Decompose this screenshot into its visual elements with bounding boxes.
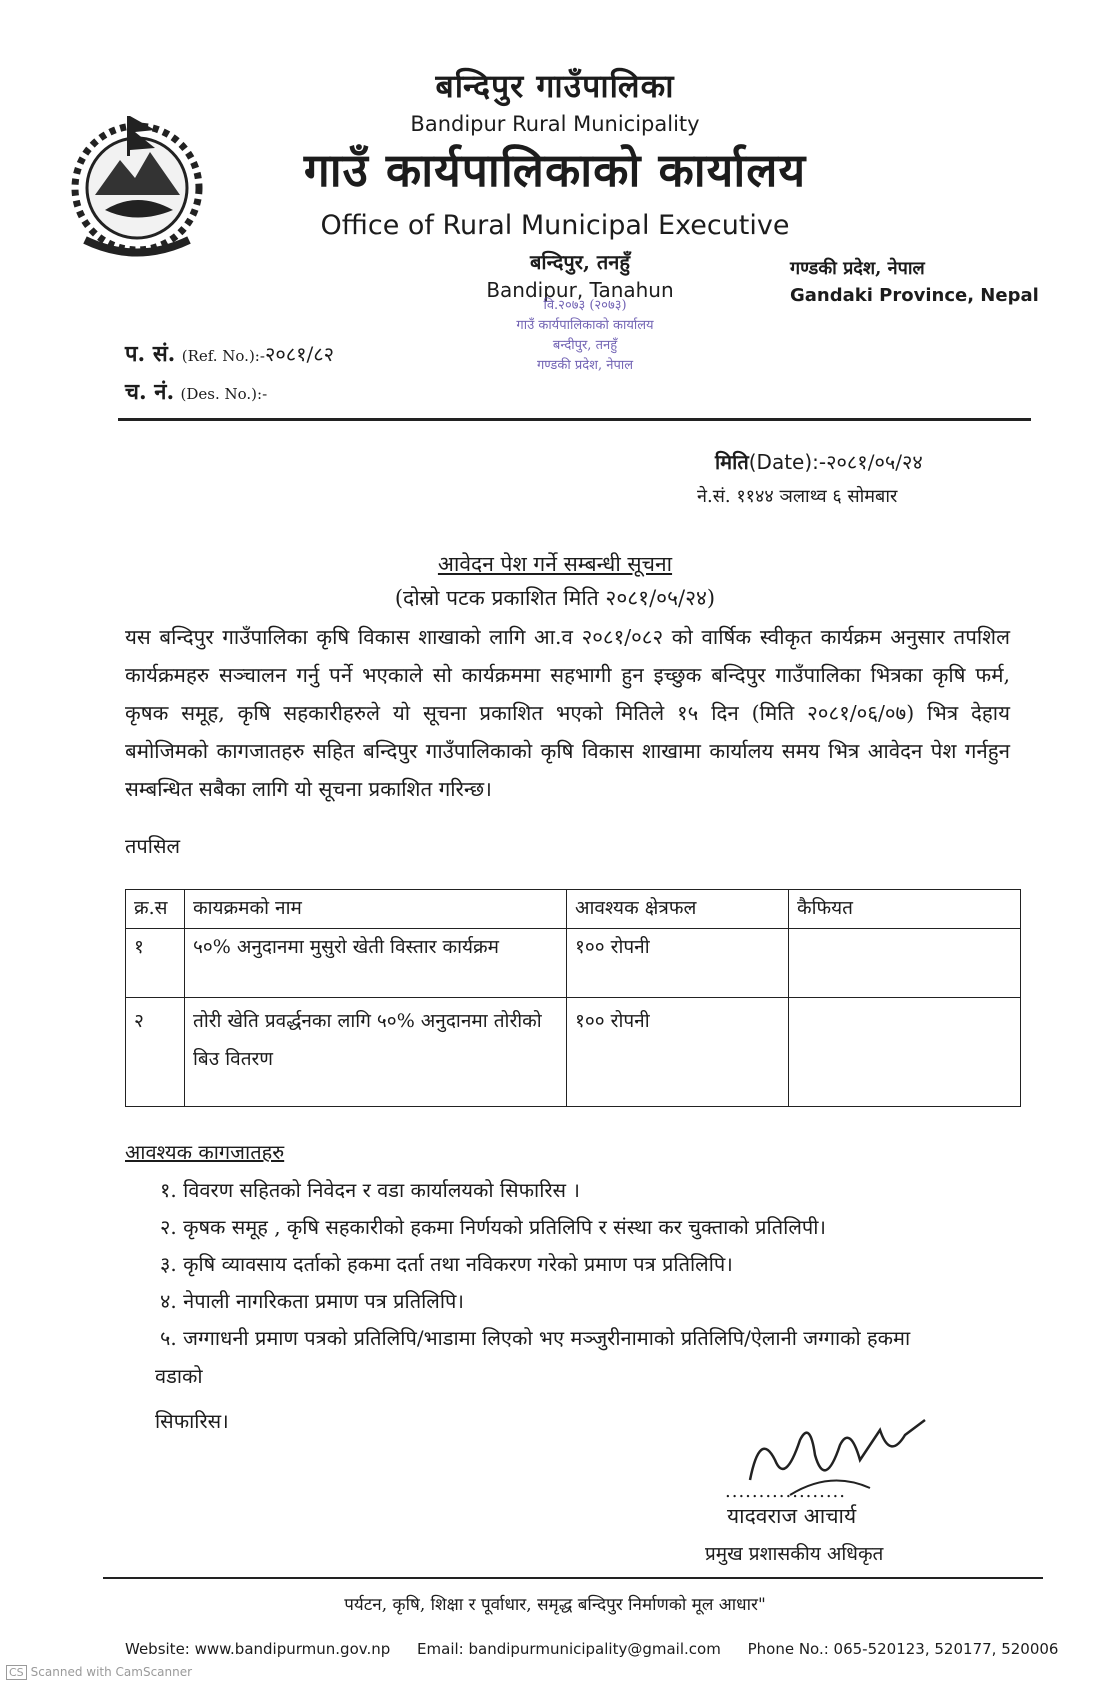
table-cell: १०० रोपनी bbox=[567, 929, 789, 998]
table-cell: १ bbox=[126, 929, 185, 998]
requirements-list bbox=[160, 1172, 1010, 1357]
details-heading: तपसिल bbox=[125, 834, 181, 858]
nepal-sambat-date: ने.सं. ११४४ ञलाथ्व ६ सोमबार bbox=[697, 486, 898, 507]
office-stamp bbox=[480, 296, 690, 436]
signatory-name: यादवराज आचार्य bbox=[727, 1504, 857, 1528]
table-header-cell: कायक्रमको नाम bbox=[185, 890, 567, 929]
dispatch-number bbox=[125, 376, 267, 406]
table-cell: तोरी खेति प्रवर्द्धनका लागि ५०% अनुदानमा तोरीको बिउ वितरण bbox=[185, 998, 567, 1107]
municipality-name-np: बन्दिपुर गाउँपालिका bbox=[435, 67, 675, 105]
table-row bbox=[126, 929, 1021, 998]
date-label-en: (Date):- bbox=[748, 450, 827, 474]
table-header-row bbox=[126, 890, 1021, 929]
stamp-line: वि.२०७३ (२०७३) bbox=[543, 298, 627, 313]
date-label-np: मिति bbox=[715, 450, 749, 474]
program-table bbox=[125, 889, 1021, 1107]
stamp-line: गाउँ कार्यपालिकाको कार्यालय bbox=[516, 318, 654, 333]
table-cell: १०० रोपनी bbox=[567, 998, 789, 1107]
province-np: गण्डकी प्रदेश, नेपाल bbox=[790, 258, 925, 279]
requirements-heading: आवश्यक कागजातहरु bbox=[125, 1140, 285, 1164]
footer-email: Email: bandipurmunicipality@gmail.com bbox=[417, 1640, 721, 1658]
table-cell: २ bbox=[126, 998, 185, 1107]
signatory-title: प्रमुख प्रशासकीय अधिकृत bbox=[705, 1543, 884, 1565]
table-cell bbox=[789, 929, 1021, 998]
notice-body: यस बन्दिपुर गाउँपालिका कृषि विकास शाखाको लागि आ.व २०८१/०८२ को वार्षिक स्वीकृत कार्यक्रम अनुसार तपशिल कार्यक्रमहरु सञ्चालन गर्नु पर्ने भएकाले सो कार्यक्रममा सहभागी हुन इच्छुक बन्दिपुर गाउँपालिका भित्रका कृषि फर्म, कृषक समूह, कृषि सहकारीहरुले यो सूचना प्रकाशित भएको मितिले १५ दिन (मिति २०८१/०६/०७) भित्र देहाय बमोजिमको कागजातहरु सहित बन्दिपुर गाउँपालिकाको कृषि विकास शाखामा कार्यालय समय भित्र आवेदन पेश गर्नहुन सम्बन्धित सबैका लागि यो सूचना प्रकाशित गरिन्छ। bbox=[125, 625, 1010, 801]
scanner-watermark bbox=[6, 1665, 192, 1680]
table-cell bbox=[789, 998, 1021, 1107]
list-item-continuation: सिफारिस। bbox=[155, 1409, 229, 1433]
des-label-np: च. नं. bbox=[125, 379, 175, 405]
date-line bbox=[715, 448, 923, 475]
footer-website: Website: www.bandipurmun.gov.np bbox=[125, 1640, 391, 1658]
ref-number bbox=[125, 338, 334, 368]
signature-line: .................. bbox=[725, 1481, 846, 1502]
camscanner-badge: CS bbox=[6, 1665, 27, 1680]
table-row bbox=[126, 998, 1021, 1107]
list-item: २. कृषक समूह , कृषि सहकारीको हकमा निर्णयको प्रतिलिपि र संस्था कर चुक्ताको प्रतिलिपी। bbox=[160, 1215, 827, 1239]
location-np: बन्दिपुर, तनहुँ bbox=[530, 250, 630, 274]
table-header-cell: कैफियत bbox=[789, 890, 1021, 929]
notice-title: आवेदन पेश गर्ने सम्बन्धी सूचना bbox=[437, 552, 673, 576]
stamp-line: बन्दीपुर, तनहुँ bbox=[552, 338, 618, 353]
notice-subtitle: (दोस्रो पटक प्रकाशित मिति २०८१/०५/२४) bbox=[394, 586, 716, 610]
footer-divider bbox=[103, 1577, 1043, 1579]
ref-label-en: (Ref. No.):- bbox=[181, 347, 265, 365]
office-name-en: Office of Rural Municipal Executive bbox=[320, 210, 790, 241]
stamp-line: गण्डकी प्रदेश, नेपाल bbox=[536, 358, 634, 373]
location-en: Bandipur, Tanahun bbox=[486, 278, 674, 302]
list-item-continuation: वडाको bbox=[155, 1364, 203, 1388]
footer-contact bbox=[125, 1640, 1059, 1658]
table-cell: ५०% अनुदानमा मुसुरो खेती विस्तार कार्यक्रम bbox=[185, 929, 567, 998]
list-item: ३. कृषि व्यावसाय दर्ताको हकमा दर्ता तथा नविकरण गरेको प्रमाण पत्र प्रतिलिपि। bbox=[160, 1252, 733, 1276]
office-name-np: गाउँ कार्यपालिकाको कार्यालय bbox=[303, 143, 807, 197]
ref-label-np: प. सं. bbox=[125, 341, 176, 367]
header-divider bbox=[118, 418, 1031, 421]
municipality-name-en: Bandipur Rural Municipality bbox=[410, 112, 700, 136]
camscanner-text: Scanned with CamScanner bbox=[30, 1665, 193, 1679]
des-label-en: (Des. No.):- bbox=[180, 385, 268, 403]
footer-phone: Phone No.: 065-520123, 520177, 520006 bbox=[747, 1640, 1059, 1658]
list-item: १. विवरण सहितको निवेदन र वडा कार्यालयको सिफारिस । bbox=[160, 1178, 581, 1202]
list-item: ४. नेपाली नागरिकता प्रमाण पत्र प्रतिलिपि। bbox=[160, 1289, 464, 1313]
table-header-cell: क्र.स bbox=[126, 890, 185, 929]
date-value: २०८१/०५/२४ bbox=[826, 450, 923, 474]
table-header-cell: आवश्यक क्षेत्रफल bbox=[567, 890, 789, 929]
footer-motto: पर्यटन, कृषि, शिक्षा र पूर्वाधार, समृद्ध बन्दिपुर निर्माणको मूल आधार" bbox=[344, 1595, 766, 1615]
province-en: Gandaki Province, Nepal bbox=[790, 285, 1039, 306]
list-item: ५. जग्गाधनी प्रमाण पत्रको प्रतिलिपि/भाडामा लिएको भए मञ्जुरीनामाको प्रतिलिपि/ऐलानी जग्गाको हकमा bbox=[160, 1326, 911, 1350]
ref-value: २०८१/८२ bbox=[264, 342, 335, 366]
